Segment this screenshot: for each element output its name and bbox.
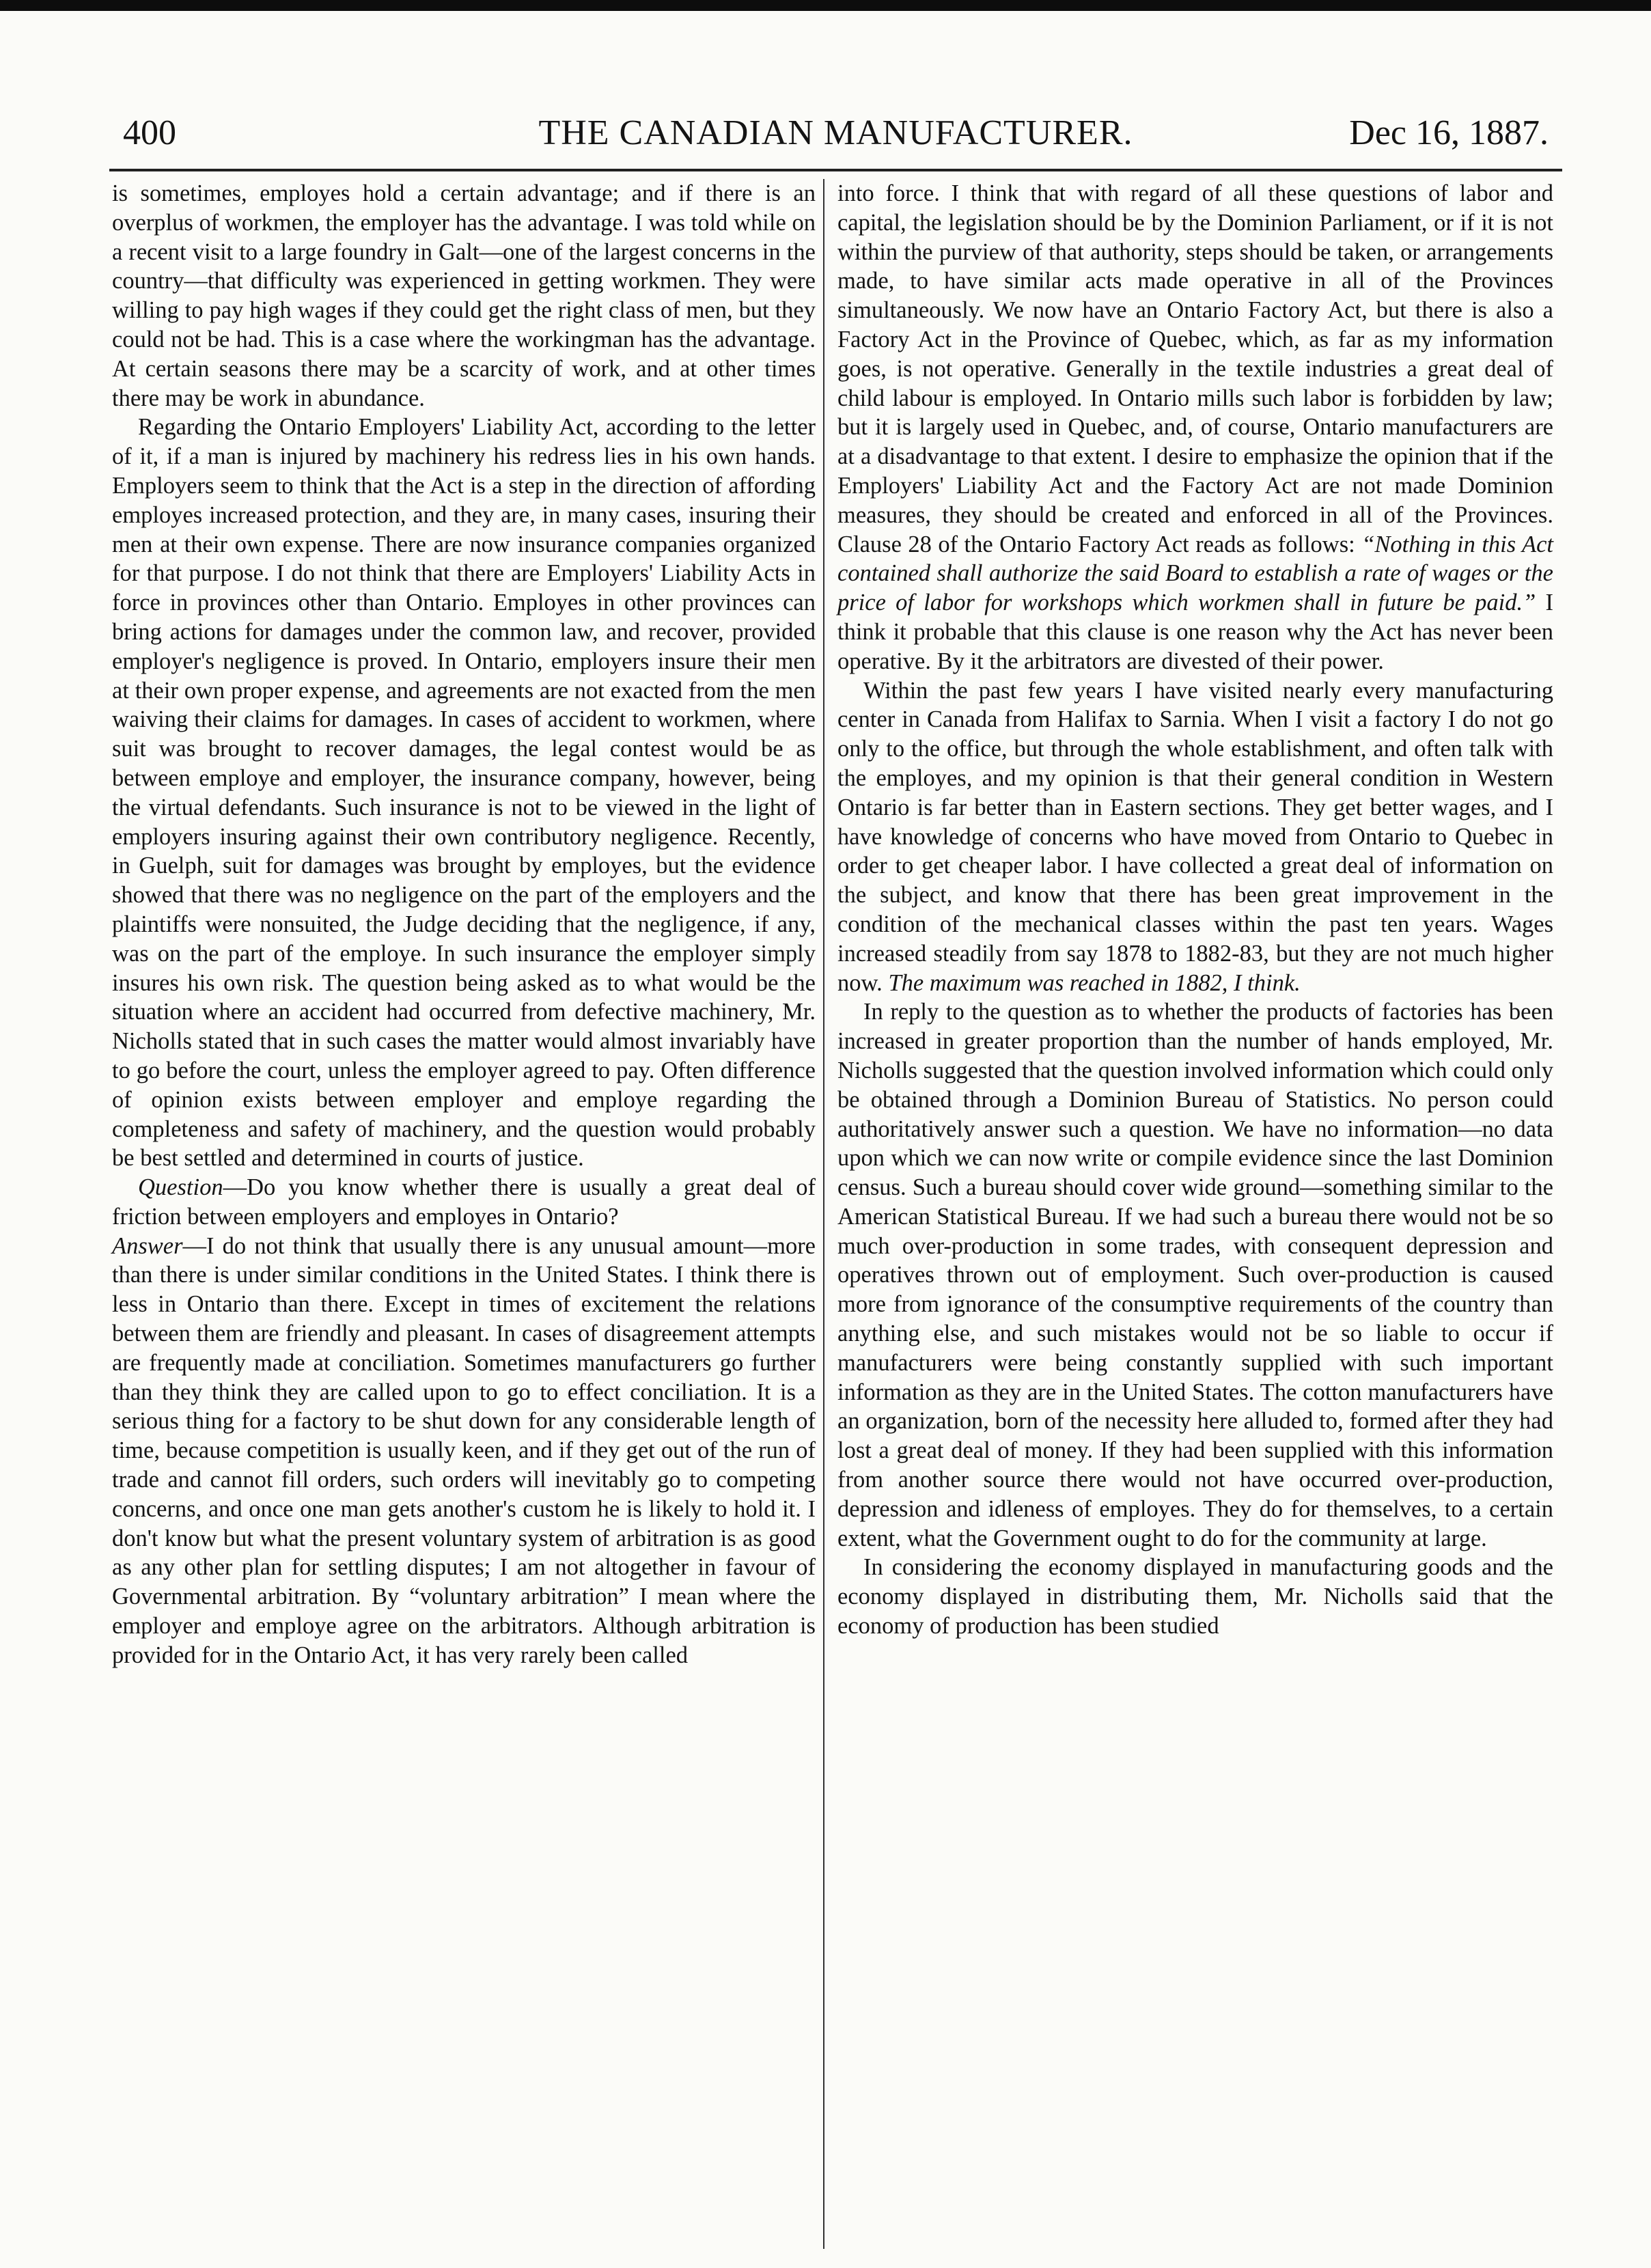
paragraph-text: into force. I think that with regard of all these questions of labor and capital, the legislation should be by the Dominion Parliament, or if it is not within the purview of that authority, steps should be taken, or arrangements made, to have similar acts made operative in all of the Provinces simultaneously. We now have an Ontario Factory Act, but there is also a Factory Act in the Province of Quebec, which, as far as my information goes, is not operative. Generally in the textile industries a great deal of child labour is employed. In Ontario mills such labor is forbidden by law; but it is largely used in Quebec, and, of course, Ontario manufacturers are at a disadvantage to that extent. I desire to emphasize the opinion that if the Employers' Liability Act and the Factory Act are not made Dominion measures, they should be created and enforced in all of the Provinces. Clause 28 of the Ontario Factory Act reads as follows: bbox=[837, 180, 1553, 557]
question-label: Question bbox=[138, 1174, 223, 1201]
paragraph-text: Within the past few years I have visited nearly every manufacturing center in Canada from Halifax to Sarnia. When I visit a factory I do not go only to the office, but through the whole establishment, and often talk with the employes, and my opinion is that their general condition in Western Ontario is far better than in Eastern sections. They get better wages, and I have knowledge of concerns who have moved from Ontario to Quebec in order to get cheaper labor. I have collected a great deal of information on the subject, and know that there has been great improvement in the condition of the mechanical classes within the past ten years. Wages increased steadily from say 1878 to 1882-83, but they are not much higher now. bbox=[837, 677, 1553, 996]
column-divider bbox=[823, 179, 824, 2249]
italic-remark: The maximum was reached in 1882, I think. bbox=[882, 969, 1301, 996]
right-column bbox=[837, 179, 1553, 1641]
paragraph bbox=[837, 179, 1553, 676]
paragraph: Regarding the Ontario Employers' Liability Act, according to the letter of it, if a man is injured by machinery his redress lies in his own hands. Employers seem to think that the Act is a step in the direction of affording employes increased protection, and they are, in many cases, insuring their men at their own expense. There are now insurance companies organized for that purpose. I do not think that there are Employers' Liability Acts in force in provinces other than Ontario. Employes in other provinces can bring actions for damages under the common law, and recover, provided employer's negligence is proved. In Ontario, employers insure their men at their own proper expense, and agreements are not exacted from the men waiving their claims for damages. In cases of accident to workmen, where suit was brought to recover damages, the legal contest would be as between employe and employer, the insurance company, however, being the virtual defendants. Such insurance is not to be viewed in the light of employers insuring against their own contributory negligence. Recently, in Guelph, suit for damages was brought by employes, but the evidence showed that there was no negligence on the part of the employers and the plaintiffs were nonsuited, the Judge deciding that the negligence, if any, was on the part of the employe. In such insurance the employer simply insures his own risk. The question being asked as to what would be the situation where an accident had occurred from defective machinery, Mr. Nicholls stated that in such cases the matter would almost invariably have to go before the court, unless the employer agreed to pay. Often difference of opinion exists between employer and employe regarding the completeness and safety of machinery, and the question would probably be best settled and determined in courts of justice. bbox=[112, 414, 816, 1172]
issue-date: Dec 16, 1887. bbox=[1349, 113, 1549, 152]
paragraph bbox=[837, 676, 1553, 998]
answer-text: —I do not think that usually there is any unusual amount—more than there is under similar conditions in the United States. I think there is less in Ontario than there. Except in times of excitement the relations between them are friendly and pleasant. In cases of disagreement attempts are frequently made at conciliation. Sometimes manufacturers go further than they think they are called upon to go to effect conciliation. It is a serious thing for a factory to be shut down for any considerable length of time, because competition is usually keen, and if they get out of the run of trade and cannot fill orders, such orders will inevitably go to competing concerns, and once one man gets another's custom he is likely to hold it. I don't know but what the present voluntary system of arbitration is as good as any other plan for settling disputes; I am not altogether in favour of Governmental arbitration. By “voluntary arbitration” I mean where the employer and employe agree on the arbitrators. Although arbitration is provided for in the Ontario Act, it has very rarely been called bbox=[112, 1232, 816, 1668]
paragraph-text: I think it probable that this clause is one reason why the Act has never been operative. By it the arbitrators are divested of their power. bbox=[837, 590, 1553, 674]
question-text: —Do you know whether there is usually a great deal of friction between employers and employes in Ontario? bbox=[112, 1174, 816, 1230]
publication-title: THE CANADIAN MANUFACTURER. bbox=[538, 113, 1133, 152]
paragraph: is sometimes, employes hold a certain advantage; and if there is an overplus of workmen, the employer has the advantage. I was told while on a recent visit to a large foundry in Galt—one of the largest concerns in the country—that difficulty was experienced in getting workmen. They were willing to pay high wages if they could get the right class of men, but they could not be had. This is a case where the workingman has the advantage. At certain seasons there may be a scarcity of work, and at other times there may be work in abundance. bbox=[112, 180, 816, 411]
page-number: 400 bbox=[123, 113, 176, 152]
left-column bbox=[112, 179, 816, 1670]
header-rule bbox=[109, 169, 1562, 171]
top-border bbox=[0, 0, 1651, 11]
question-paragraph bbox=[112, 1173, 816, 1670]
page-header bbox=[123, 109, 1549, 157]
answer-label: Answer bbox=[112, 1232, 183, 1259]
clause-quote: “Nothing in this Act contained shall authorize the said Board to establish a rate of wages or the price of labor for workshops which workmen shall in future be paid.” bbox=[837, 531, 1554, 616]
paragraph: In considering the economy displayed in manufacturing goods and the economy displayed in distributing them, Mr. Nicholls said that the economy of production has been studied bbox=[837, 1554, 1553, 1640]
paragraph: In reply to the question as to whether the products of factories has been increased in greater proportion than the number of hands employed, Mr. Nicholls suggested that the question involved information which could only be obtained through a Dominion Bureau of Statistics. No person could authoritatively answer such a question. We have no information—no data upon which we can now write or compile evidence since the last Dominion census. Such a bureau should cover wide ground—something similar to the American Statistical Bureau. If we had such a bureau there would not be so much over-production in some trades, with consequent depression and operatives thrown out of employment. Such over-production is caused more from ignorance of the consumptive requirements of the country than anything else, and such mistakes would not be so liable to occur if manufacturers were being constantly supplied with such important information as they are in the United States. The cotton manufacturers have an organization, born of the necessity here alluded to, formed after they had lost a great deal of money. If they had been supplied with this information from another source there would not have occurred over-production, depression and idleness of employes. They do for themselves, to a certain extent, what the Government ought to do for the community at large. bbox=[837, 999, 1553, 1551]
